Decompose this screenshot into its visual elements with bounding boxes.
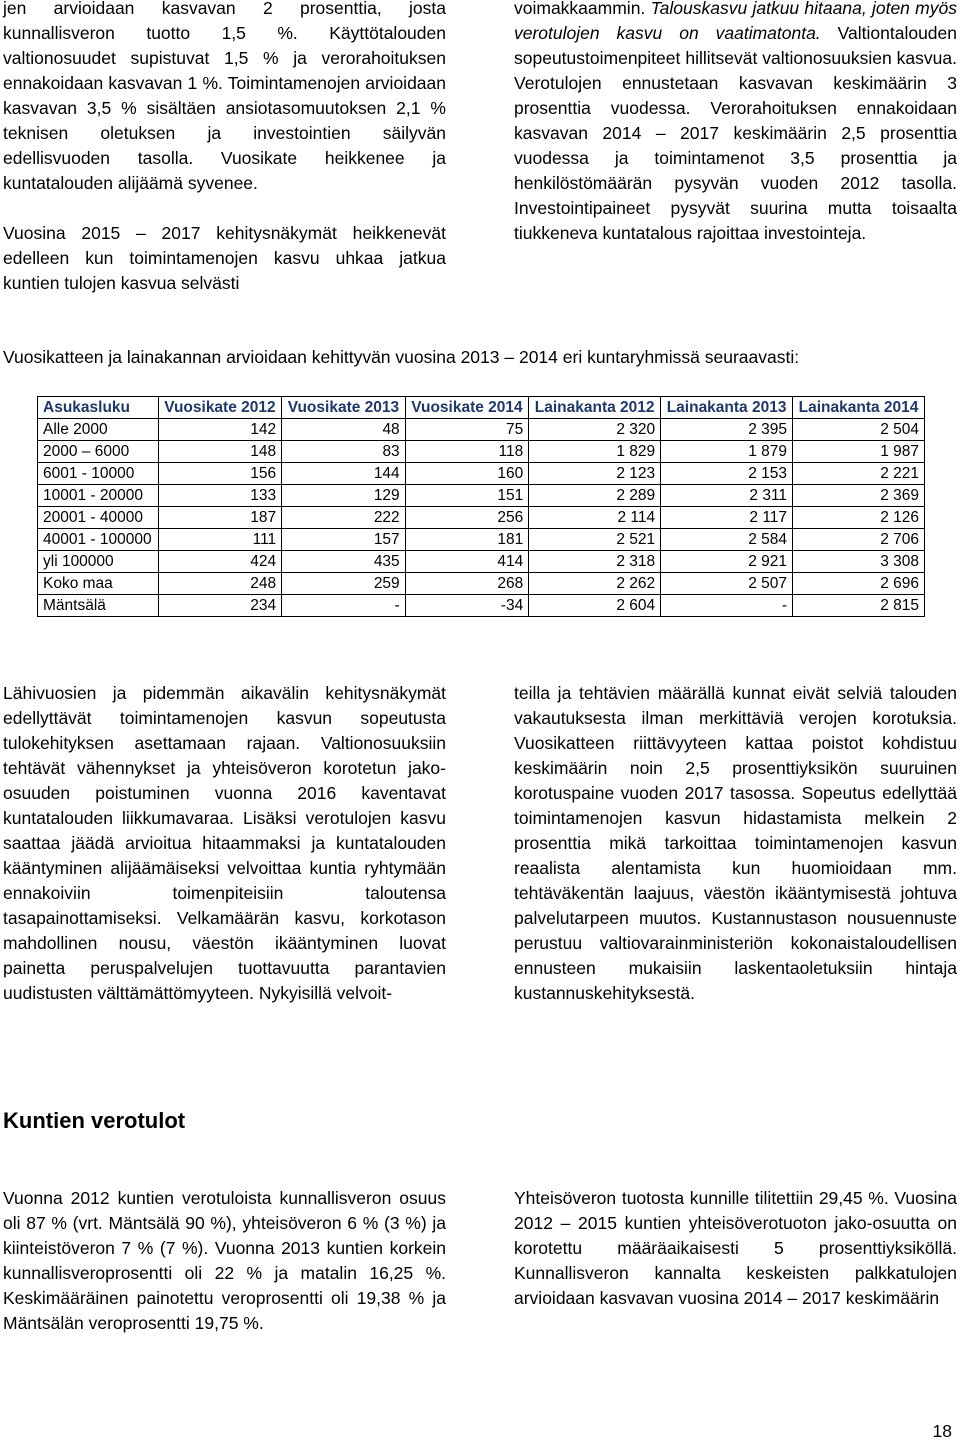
column-header: Lainakanta 2013 bbox=[661, 397, 793, 419]
column-header: Asukasluku bbox=[38, 397, 159, 419]
table-cell: 83 bbox=[282, 441, 406, 463]
table-cell: 1 987 bbox=[793, 441, 925, 463]
table-cell: 2 311 bbox=[661, 485, 793, 507]
table-row bbox=[38, 551, 925, 573]
table-cell: 424 bbox=[158, 551, 282, 573]
table-cell: 2 815 bbox=[793, 595, 925, 617]
column-header: Vuosikate 2013 bbox=[282, 397, 406, 419]
paragraph: Yhteisöveron tuotosta kunnille tilitettiin 29,45 %. Vuosina 2012 – 2015 kuntien yhteisöverotuoton jako-osuutta on korotettu määräaikaisesti 5 prosenttiyksiköllä. Kunnallisveron kannalta keskeisten palkkatulojen arvioidaan kasvavan vuosina 2014 – 2017 keskimäärin bbox=[514, 1188, 957, 1308]
row-label-cell: 2000 – 6000 bbox=[38, 441, 159, 463]
table-cell: 1 879 bbox=[661, 441, 793, 463]
table-cell: 156 bbox=[158, 463, 282, 485]
section-heading: Kuntien verotulot bbox=[3, 1108, 186, 1133]
paragraph: Vuonna 2012 kuntien verotuloista kunnallisveron osuus oli 87 % (vrt. Mäntsälä 90 %), yhteisöveron 6 % (3 %) ja kiinteistöveron 7 % (7 %). Vuonna 2013 kuntien korkein kunnallisveroprosentti oli 22 % ja matalin 16,25 %. Keskimääräinen painotettu veroprosentti oli 19,38 % ja Mäntsälän veroprosentti 19,75 %. bbox=[3, 1188, 446, 1333]
table-cell: 111 bbox=[158, 529, 282, 551]
table-row bbox=[38, 595, 925, 617]
row-label-cell: 6001 - 10000 bbox=[38, 463, 159, 485]
paragraph: Vuosina 2015 – 2017 kehitysnäkymät heikkenevät edelleen kun toimintamenojen kasvu uhkaa jatkua kuntien tulojen kasvua selvästi bbox=[3, 223, 446, 293]
table-cell: 1 829 bbox=[529, 441, 661, 463]
table-cell: 256 bbox=[405, 507, 529, 529]
paragraph bbox=[514, 0, 957, 246]
table-body bbox=[38, 419, 925, 617]
row-label-cell: Mäntsälä bbox=[38, 595, 159, 617]
table-cell: 3 308 bbox=[793, 551, 925, 573]
top-right-column bbox=[514, 0, 957, 246]
table-cell: 414 bbox=[405, 551, 529, 573]
table-cell: 234 bbox=[158, 595, 282, 617]
table-cell: - bbox=[661, 595, 793, 617]
table-cell: 2 221 bbox=[793, 463, 925, 485]
table-cell: 157 bbox=[282, 529, 406, 551]
table-cell: 2 521 bbox=[529, 529, 661, 551]
table-cell: 2 262 bbox=[529, 573, 661, 595]
table-cell: 2 504 bbox=[793, 419, 925, 441]
table-cell: 2 706 bbox=[793, 529, 925, 551]
table-cell: 129 bbox=[282, 485, 406, 507]
table-cell: 151 bbox=[405, 485, 529, 507]
paragraph: teilla ja tehtävien määrällä kunnat eivät selviä talouden vakautuksesta ilman merkittäviä verojen korotuksia. Vuosikatteen riittävyyteen kattaa poistot kohdistuu keskimäärin noin 2,5 prosenttiyksikön suuruinen korotuspaine vuoden 2017 tasossa. Sopeutus edellyttää toimintamenojen kasvun hidastamista melkein 2 prosenttia mikä tarkoittaa toimintamenojen kasvun reaalista alentamista kun huomioidaan mm. tehtäväkentän laajuus, väestön ikääntymisestä johtuva palvelutarpeen muutos. Kustannustason nousuennuste perustuu valtiovarainministeriön kokonaistaloudellisen ennusteen mukaisiin laskentaoletuksiin hintaja kustannuskehityksestä. bbox=[514, 683, 957, 1003]
table-row bbox=[38, 463, 925, 485]
table-cell: 142 bbox=[158, 419, 282, 441]
table-cell: 48 bbox=[282, 419, 406, 441]
municipality-finance-table bbox=[37, 396, 925, 617]
row-label-cell: Alle 2000 bbox=[38, 419, 159, 441]
paragraph: Lähivuosien ja pidemmän aikavälin kehitysnäkymät edellyttävät toimintamenojen kasvun sopeutusta tulokehityksen asettamaan rajaan. Valtionosuuksiin tehtävät vähennykset ja yhteisöveron korotetun jako-osuuden poistuminen vuonna 2016 kaventavat kuntatalouden liikkumavaraa. Lisäksi verotulojen kasvu saattaa jäädä arvioitua hitaammaksi ja kuntatalouden kääntyminen alijäämäiseksi velvoittaa kuntia ryhtymään ennakoiviin toimenpiteisiin taloutensa tasapainottamiseksi. Velkamäärän kasvu, korkotason mahdollinen nousu, väestön ikääntyminen luovat painetta peruspalvelujen tuottavuutta parantavien uudistusten välttämättömyyteen. Nykyisillä velvoit- bbox=[3, 683, 446, 1003]
table-row bbox=[38, 529, 925, 551]
text-span: voimakkaammin. bbox=[514, 0, 646, 18]
table-cell: 2 507 bbox=[661, 573, 793, 595]
table-cell: 222 bbox=[282, 507, 406, 529]
table-cell: 2 320 bbox=[529, 419, 661, 441]
table-cell: 181 bbox=[405, 529, 529, 551]
column-header: Lainakanta 2012 bbox=[529, 397, 661, 419]
table-cell: 187 bbox=[158, 507, 282, 529]
bottom-left-column bbox=[3, 1186, 446, 1336]
column-header: Lainakanta 2014 bbox=[793, 397, 925, 419]
table-cell: 2 604 bbox=[529, 595, 661, 617]
table-row bbox=[38, 507, 925, 529]
table-row bbox=[38, 573, 925, 595]
table-header-row bbox=[38, 397, 925, 419]
table-cell: 2 395 bbox=[661, 419, 793, 441]
table-cell: 2 584 bbox=[661, 529, 793, 551]
column-header: Vuosikate 2014 bbox=[405, 397, 529, 419]
table-cell: - bbox=[282, 595, 406, 617]
mid-left-column bbox=[3, 681, 446, 1006]
table-cell: 435 bbox=[282, 551, 406, 573]
table-row bbox=[38, 485, 925, 507]
table-cell: 268 bbox=[405, 573, 529, 595]
table-cell: 2 114 bbox=[529, 507, 661, 529]
top-left-column bbox=[3, 0, 446, 296]
table-cell: 2 126 bbox=[793, 507, 925, 529]
paragraph: jen arvioidaan kasvavan 2 prosenttia, josta kunnallisveron tuotto 1,5 %. Käyttötalouden valtionosuudet supistuvat 1,5 % ja verorahoituksen ennakoidaan kasvavan 1 %. Toimintamenojen arvioidaan kasvavan 3,5 % sisältäen ansiotasomuutoksen 2,1 % teknisen oletuksen ja investointien säilyvän edellisvuoden tasolla. Vuosikate heikkenee ja kuntatalouden alijäämä syvenee. bbox=[3, 0, 446, 193]
row-label-cell: 40001 - 100000 bbox=[38, 529, 159, 551]
table-cell: 2 289 bbox=[529, 485, 661, 507]
table-cell: 144 bbox=[282, 463, 406, 485]
table-cell: 2 921 bbox=[661, 551, 793, 573]
table-cell: 148 bbox=[158, 441, 282, 463]
table-cell: 2 117 bbox=[661, 507, 793, 529]
italic-text: Talouskasvu jatkuu hitaana, joten myös verotulojen kasvu on vaatimatonta. bbox=[514, 0, 957, 43]
table-cell: 75 bbox=[405, 419, 529, 441]
table-intro: Vuosikatteen ja lainakannan arvioidaan kehittyvän vuosina 2013 – 2014 eri kuntaryhmissä seuraavasti: bbox=[3, 347, 800, 367]
row-label-cell: 10001 - 20000 bbox=[38, 485, 159, 507]
column-header: Vuosikate 2012 bbox=[158, 397, 282, 419]
row-label-cell: Koko maa bbox=[38, 573, 159, 595]
table-cell: 259 bbox=[282, 573, 406, 595]
text-span: Valtiontalouden sopeutustoimenpiteet hillitsevät valtionosuuksien kasvua. Verotulojen ennustetaan kasvavan keskimäärin 3 prosenttia vuodessa. Verorahoituksen ennakoidaan kasvavan 2014 – 2017 keskimäärin 2,5 prosenttia vuodessa ja toimintamenot 3,5 prosenttia ja henkilöstömäärän pysyvän vuoden 2012 tasolla. Investointipaineet pysyvät suurina mutta toisaalta tiukkeneva kuntatalous rajoittaa investointeja. bbox=[514, 23, 957, 243]
table-cell: 2 153 bbox=[661, 463, 793, 485]
row-label-cell: 20001 - 40000 bbox=[38, 507, 159, 529]
table-cell: 248 bbox=[158, 573, 282, 595]
row-label-cell: yli 100000 bbox=[38, 551, 159, 573]
page-number: 18 bbox=[932, 1421, 952, 1441]
table-cell: 2 696 bbox=[793, 573, 925, 595]
table-cell: 2 123 bbox=[529, 463, 661, 485]
table-cell: 160 bbox=[405, 463, 529, 485]
table-cell: 2 318 bbox=[529, 551, 661, 573]
table-cell: -34 bbox=[405, 595, 529, 617]
table-cell: 118 bbox=[405, 441, 529, 463]
table-cell: 2 369 bbox=[793, 485, 925, 507]
table-cell: 133 bbox=[158, 485, 282, 507]
bottom-right-column bbox=[514, 1186, 957, 1311]
mid-right-column bbox=[514, 681, 957, 1006]
table-row bbox=[38, 441, 925, 463]
table-row bbox=[38, 419, 925, 441]
